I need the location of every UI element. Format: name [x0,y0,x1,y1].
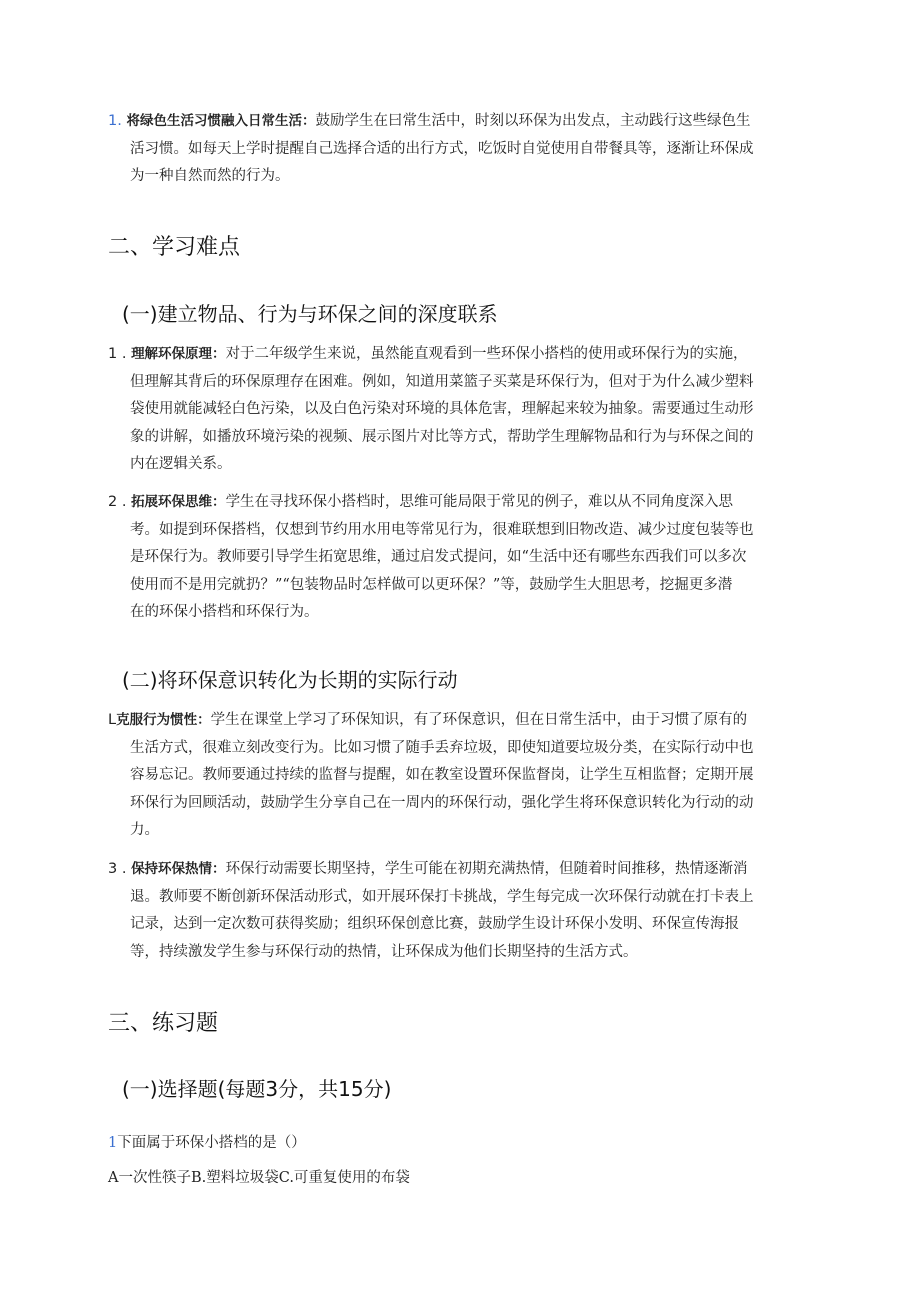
paragraph-line: 象的讲解，如播放环境污染的视频、展示图片对比等方式，帮助学生理解物品和行为与环保之间的 [130,428,754,445]
item-number: L [108,712,117,728]
paragraph-line: 考。如提到环保搭档，仅想到节约用水用电等常见行为，很难联想到旧物改造、减少过度包装等也 [130,521,754,538]
paragraph-line: 为一种自然而然的行为。 [130,168,290,184]
paragraph-line: 是环保行为。教师要引导学生拓宽思维，通过启发式提问，如“生活中还有哪些东西我们可以多次 [130,549,747,565]
paragraph-line: 学生在寻找环保小搭档时，思维可能局限于常见的例子，难以从不同角度深入思 [225,494,734,510]
section-heading-difficulties: 二、学习难点 [108,235,241,260]
question-number: 1 [108,1135,118,1151]
paragraph-green-habits [108,108,808,191]
question-text: 下面属于环保小搭档的是（） [117,1135,306,1151]
paragraph-line: 记录，达到一定次数可获得奖励；组织环保创意比赛，鼓励学生设计环保小发明、环保宣传海报 [130,916,739,932]
paragraph-line: 生活方式，很难立刻改变行为。比如习惯了随手丢弃垃圾，即使知道要垃圾分类，在实际行动中也 [130,739,754,756]
subsection-heading-multiple-choice: (一)选择题(每题3分，共15分) [122,1077,392,1101]
subsection-heading-deep-connection: (一)建立物品、行为与环保之间的深度联系 [122,302,498,326]
item-lead: 将绿色生活习惯融入日常生活： [126,113,316,129]
paragraph-line: 对于二年级学生来说，虽然能直观看到一些环保小搭档的使用或环保行为的实施， [225,346,748,362]
item-lead: 保持环保热情： [131,861,226,877]
paragraph-line: 内在逻辑关系。 [130,456,232,472]
paragraph-line: 环保行动需要长期坚持，学生可能在初期充满热情，但随着时间推移，热情逐渐消 [225,861,748,877]
paragraph-line: 环保行为回顾活动，鼓励学生分享自己在一周内的环保行动，强化学生将环保意识转化为行动的动 [130,794,754,811]
question-1 [108,1131,306,1152]
item-number: 1. [108,113,122,129]
paragraph-line: 退。教师要不断创新环保活动形式，如开展环保打卡挑战，学生每完成一次环保行动就在打卡表上 [130,888,754,905]
paragraph-line: 鼓励学生在曰常生活中，时刻以环保为出发点，主动践行这些绿色生 [315,113,751,129]
paragraph-understand-principle [108,341,808,479]
paragraph-line: 但理解其背后的环保原理存在困难。例如，知道用菜篮子买菜是环保行为，但对于为什么减少塑料 [130,373,754,390]
item-lead: 拓展环保思维： [131,494,226,510]
paragraph-line: 等，持续激发学生参与环保行动的热情，让环保成为他们长期坚持的生活方式。 [130,943,638,960]
paragraph-keep-enthusiasm [108,856,808,966]
paragraph-overcome-inertia [108,707,808,845]
item-number: 3 . [108,861,127,877]
item-lead: 理解环保原理： [131,346,226,362]
paragraph-line: 袋使用就能减轻白色污染，以及白色污染对环境的具体危害，理解起来较为抽象。需要通过生动形 [130,401,754,417]
paragraph-line: 容易忘记。教师要通过持续的监督与提醒，如在教室设置环保监督岗，让学生互相监督；定期开展 [130,767,754,783]
paragraph-line: 在的环保小搭档和环保行为。 [130,604,319,620]
subsection-heading-long-term-action: (二)将环保意识转化为长期的实际行动 [122,668,458,692]
paragraph-expand-thinking [108,489,808,627]
paragraph-line: 力。 [130,822,159,838]
item-lead: 克服行为惯性： [116,712,211,728]
section-heading-exercises: 三、练习题 [108,1011,219,1036]
paragraph-line: 活习惯。如每天上学时提醒自己选择合适的出行方式，吃饭时自觉使用自带餐具等，逐渐让环保成 [130,140,754,157]
paragraph-line: 学生在课堂上学习了环保知识，有了环保意识，但在日常生活中，由于习惯了原有的 [210,712,748,728]
item-number: 2 . [108,494,127,510]
question-1-options: A一次性筷子B.塑料垃圾袋C.可重复使用的布袋 [108,1170,410,1186]
item-number: 1 . [108,346,127,362]
paragraph-line: 使用而不是用完就扔？”“包装物品时怎样做可以更环保？”等，鼓励学生大胆思考，挖掘更多潜 [130,576,733,593]
